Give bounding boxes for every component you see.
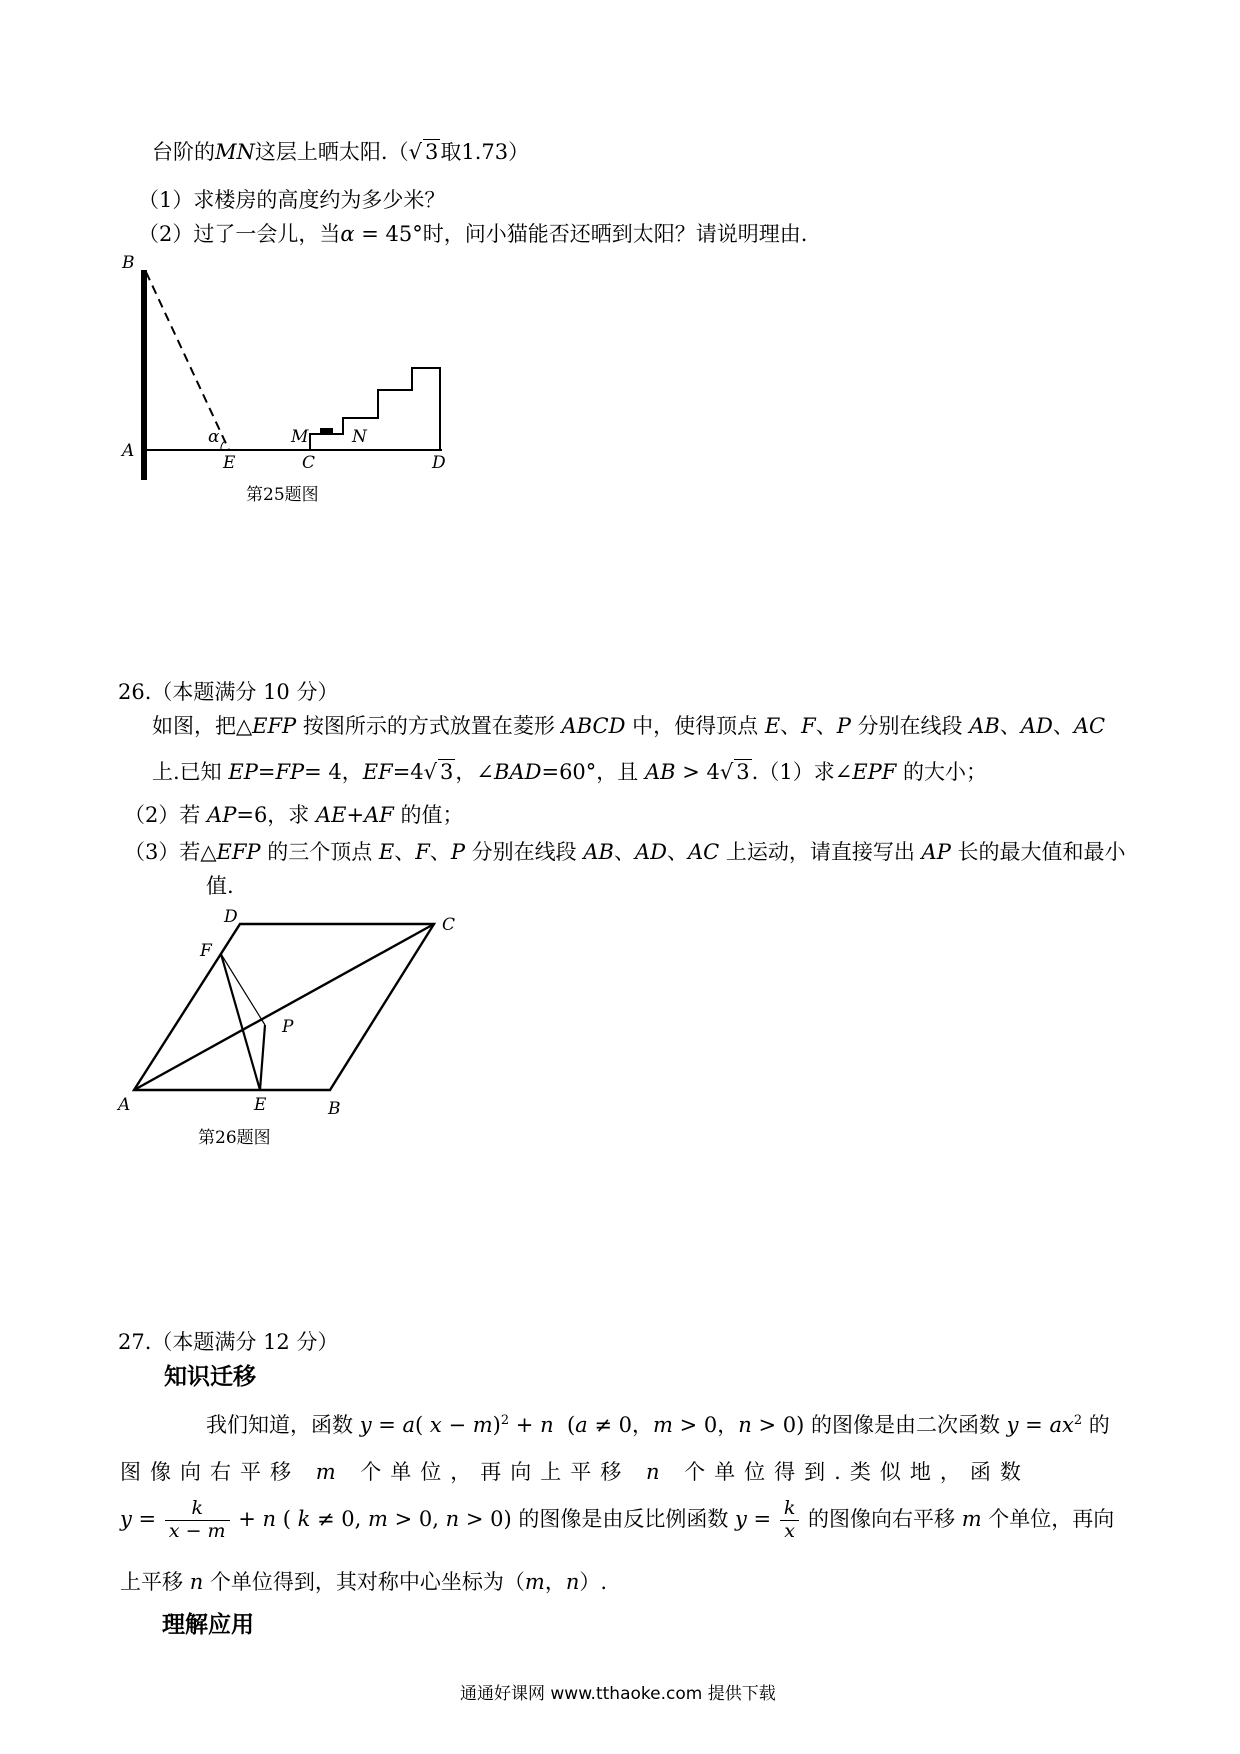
q26-line2 — [152, 760, 987, 785]
q26-sub3-line2: 值. — [206, 874, 234, 898]
q26-line2-rich: 上.已知 EP=FP= 4，EF=4√ 3，∠BAD=60°，且 AB > 4√ 3.（1）求∠EPF 的大小； — [152, 760, 988, 784]
q27-para2-rich: 图像向右平移 m 个单位，再向上平移 n 个单位得到.类似地，函数 — [120, 1460, 1030, 1484]
label-M: M — [291, 427, 309, 447]
q27-para3 — [120, 1498, 1114, 1543]
segment-FE — [221, 954, 260, 1090]
q26-header: 26.（本题满分 10 分） — [118, 680, 339, 704]
cat-mark — [320, 428, 333, 434]
label-B: B — [328, 1099, 341, 1119]
q26-figure-caption: 第26题图 — [198, 1128, 271, 1148]
q25-sub1: （1）求楼房的高度约为多少米？ — [138, 188, 446, 212]
q25-figure-caption: 第25题图 — [246, 485, 319, 505]
q25-sub2 — [138, 222, 807, 247]
q26-sub3-rich: （3）若△EFP 的三个顶点 E、F、P 分别在线段 AB、AD、AC 上运动，请直接写出 AP 长的最大值和最小 — [124, 840, 1126, 864]
q27-section-apply: 理解应用 — [162, 1612, 254, 1638]
q25-sub2-rich: （2）过了一会儿，当α = 45°时，问小猫能否还晒到太阳？请说明理由. — [138, 222, 808, 246]
q26-sub3-line1 — [124, 840, 1126, 865]
q26-sub2 — [124, 803, 464, 828]
diagonal-AC — [134, 924, 434, 1090]
label-alpha: α — [208, 427, 220, 447]
building-bar — [141, 270, 147, 480]
label-C: C — [302, 453, 316, 473]
sun-ray-dashed — [146, 272, 229, 450]
label-N: N — [352, 427, 367, 447]
q27-para4 — [120, 1570, 607, 1595]
stairs-outline — [310, 368, 440, 450]
q27-para4-rich: 上平移 n 个单位得到，其对称中心坐标为（m，n）. — [120, 1570, 608, 1594]
q26-line1 — [152, 714, 1105, 739]
q27-header: 27.（本题满分 12 分） — [118, 1330, 339, 1354]
label-P: P — [282, 1017, 294, 1037]
segment-EP — [260, 1025, 265, 1090]
q27-para3-rich: y = $\frac{k}{x - m}$ + n ( k ≠ 0, m > 0, n > 0) 的图像是由反比例函数 y = $\frac{k}{x}$ 的图像向右平移 m 个单位，再向 — [120, 1497, 1115, 1542]
label-D: D — [224, 908, 238, 927]
q26-line1-rich: 如图，把△EFP 按图所示的方式放置在菱形 ABCD 中，使得顶点 E、F、P 分别在线段 AB、AD、AC — [152, 714, 1106, 738]
q25-figure — [110, 250, 470, 480]
page-footer: 通通好课网 www.tthaoke.com 提供下载 — [460, 1684, 776, 1704]
label-E: E — [254, 1095, 267, 1115]
q26-figure — [110, 908, 470, 1128]
q27-section-knowledge: 知识迁移 — [164, 1364, 256, 1390]
q27-para1-rich: 我们知道，函数 y = a( x − m)$^2$ + n (a ≠ 0，m > 0，n > 0) 的图像是由二次函数 $y = ax^2$ 的 — [206, 1413, 1110, 1437]
label-E: E — [223, 453, 236, 473]
label-C: C — [442, 915, 456, 935]
label-F: F — [200, 941, 212, 961]
q25-continuation-rich: 台阶的MN这层上晒太阳.（√ 3取1.73） — [152, 140, 530, 164]
label-A: A — [122, 441, 135, 461]
label-A: A — [118, 1095, 131, 1115]
q25-continuation-text — [152, 140, 529, 165]
label-D: D — [432, 453, 446, 473]
q26-sub2-rich: （2）若 AP=6，求 AE+AF 的值； — [124, 803, 464, 827]
q27-para2 — [120, 1460, 1030, 1485]
label-B: B — [122, 253, 135, 273]
segment-FP — [221, 954, 265, 1025]
q27-para1 — [206, 1413, 1110, 1438]
